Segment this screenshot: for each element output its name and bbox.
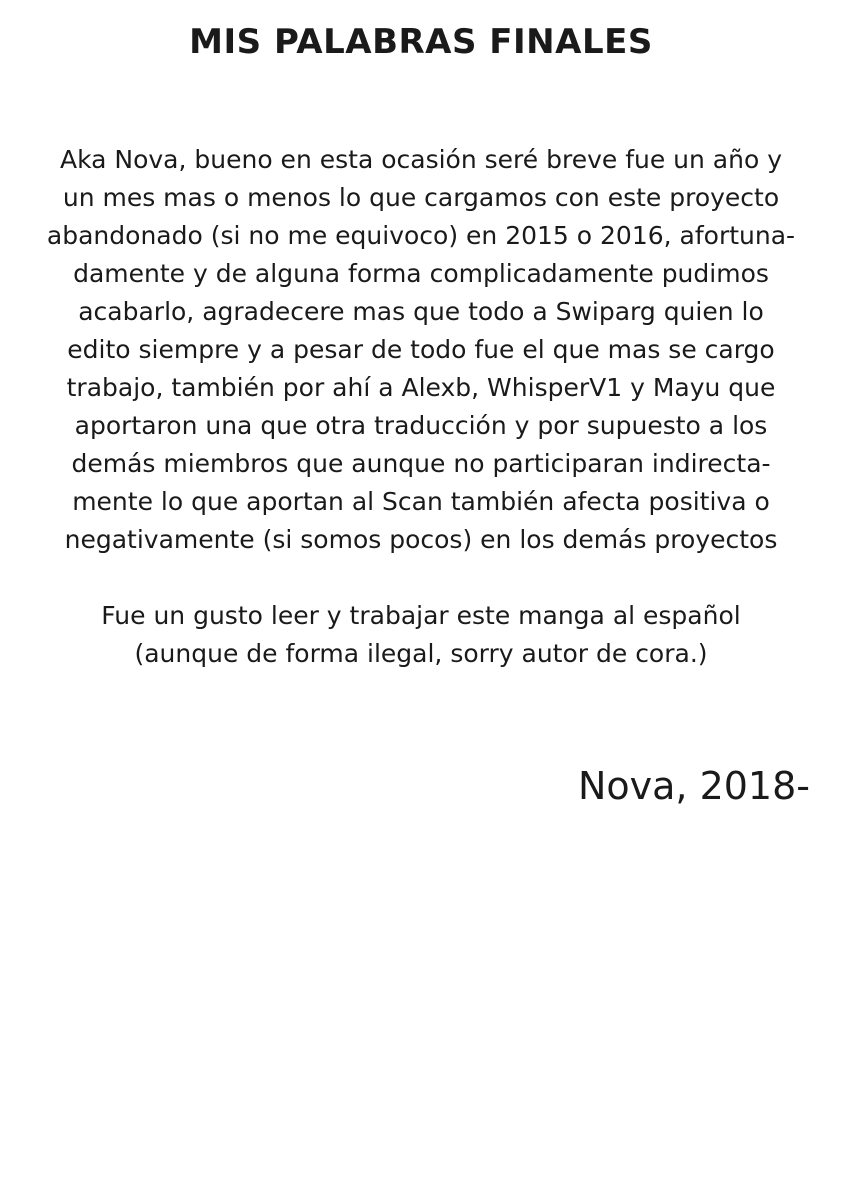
paragraph-line: trabajo, también por ahí a Alexb, WhisperV1 y Mayu que <box>66 373 776 402</box>
farewell-paragraph <box>20 141 822 559</box>
paragraph-line: acabarlo, agradecere mas que todo a Swiparg quien lo <box>78 297 764 326</box>
signature: Nova, 2018- <box>577 764 810 808</box>
page-title: MIS PALABRAS FINALES <box>189 22 653 62</box>
paragraph-line: demás miembros que aunque no participaran indirecta- <box>71 449 771 478</box>
closing-paragraph <box>20 597 822 673</box>
paragraph-line: aportaron una que otra traducción y por supuesto a los <box>74 411 768 440</box>
paragraph-line: mente lo que aportan al Scan también afecta positiva o <box>72 487 770 516</box>
paragraph-line: un mes mas o menos lo que cargamos con este proyecto <box>62 183 780 212</box>
paragraph-line: edito siempre y a pesar de todo fue el que mas se cargo <box>67 335 775 364</box>
paragraph-line: (aunque de forma ilegal, sorry autor de cora.) <box>134 639 708 668</box>
paragraph-line: negativamente (si somos pocos) en los demás proyectos <box>64 525 778 554</box>
paragraph-line: Aka Nova, bueno en esta ocasión seré breve fue un año y <box>59 145 783 174</box>
paragraph-line: abandonado (si no me equivoco) en 2015 o 2016, afortuna- <box>46 221 796 250</box>
paragraph-line: damente y de alguna forma complicadamente pudimos <box>73 259 769 288</box>
paragraph-line: Fue un gusto leer y trabajar este manga al español <box>101 601 741 630</box>
